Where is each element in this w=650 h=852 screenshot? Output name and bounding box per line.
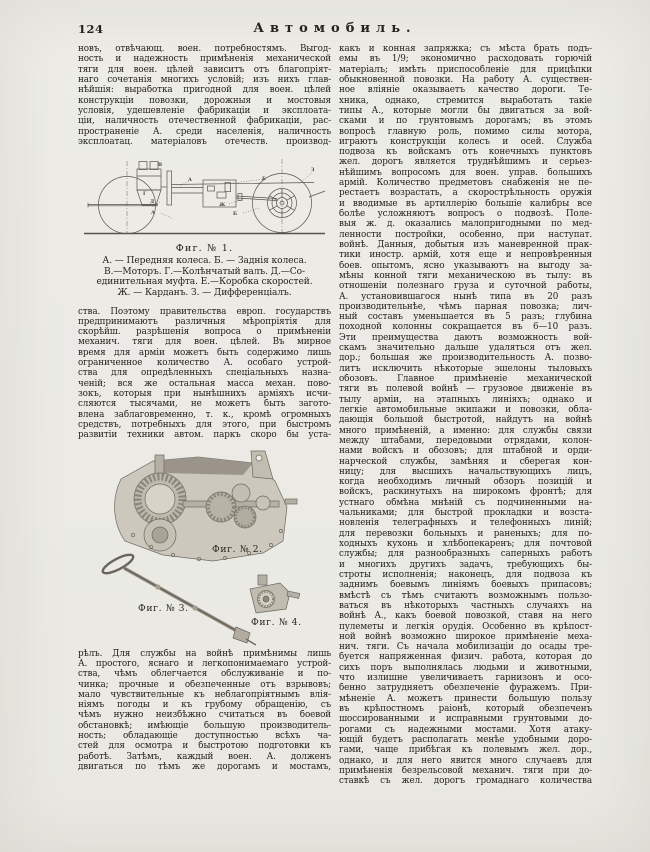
text-line: чѣмъ нужно неизбѣжно считаться въ боевой [78, 710, 331, 721]
text-line: ства. Поэтому правительства европ. государствъ [78, 306, 331, 317]
text-line: въ крѣпостномъ раіонѣ, который обезпеченъ [339, 704, 592, 714]
text-line: зокъ, которыя при нынѣшнихъ арміяхъ исчи- [78, 389, 331, 399]
text-line: ніямъ погоды и къ грубому обращенію, съ [78, 700, 331, 711]
text-line: хника, однако, стремится выработать такіе [339, 95, 592, 106]
text-line: и многихъ другихъ задачъ, требующихъ бы- [339, 559, 592, 570]
text-line: боев. опытомъ, ясно указываютъ на выгоду за- [339, 260, 592, 271]
text-line: мѣны конной тяги механическою въ тылу: въ [339, 270, 592, 281]
page-number: 124 [78, 22, 104, 36]
text-line: ницу; для высшихъ начальствующихъ лицъ, [339, 466, 592, 477]
text-line: емы въ 1/9; экономично расходовать горючій [339, 54, 592, 65]
text-line: ходныхъ кухонь и хлѣбопекаренъ; для почтовой [339, 539, 592, 549]
text-line: чальниками; для быстрой прокладки и возста- [339, 508, 592, 519]
text-line: предпринимаютъ различныя мѣропріятія для [78, 316, 331, 327]
text-line: эксплоатац. матеріаловъ отечеств. производ- [78, 136, 331, 147]
text-line: новъ, отвѣчающ. воен. потребностямъ. Выгод- [78, 44, 331, 54]
text-line: армій. Количество предметовъ снабженія не пе- [339, 178, 592, 189]
text-line: нарческой службы, замѣняя и сберегая кон- [339, 456, 592, 467]
text-line: матеріалъ; имѣть приспособленіе для прицѣпки [339, 64, 592, 75]
text-line: походной колонны сокращается въ 6—10 разъ. [339, 322, 592, 333]
text-line: влена заблаговременно, т. к., кромѣ огромныхъ [78, 409, 331, 420]
text-line: ной войнѣ возможно широкое примѣненіе меха- [339, 631, 592, 642]
legend-line: А. — Передняя колеса. Б. — Заднія колеса. [102, 256, 307, 267]
text-line: рестаетъ возрастать, а скорострѣльность оружія [339, 188, 592, 199]
text-line: шоссированными и исправными грунтовыми до- [339, 714, 592, 725]
paragraph-2 [78, 307, 331, 441]
figure-part-label: Е [262, 176, 266, 183]
text-line: выя ж. д. оказались малопригодными по мед- [339, 219, 592, 230]
legend-line: единительная муфта. Е.—Коробка скоростей. [96, 277, 313, 288]
text-line: нѣйшія: выработка пригодной для воен. цѣлей [78, 85, 331, 96]
text-line: примѣненія безрельсовой механич. тяги при до- [339, 765, 592, 776]
text-line: тылу арміи, на этапныхъ линіяхъ; однако и [339, 394, 592, 405]
text-line: ограниченное количество А. особаго устрой- [78, 358, 331, 369]
text-line: стей для осмотра и быстротою подготовки къ [78, 741, 331, 752]
text-line: средствъ, потребныхъ для этого, при быстромъ [78, 419, 331, 430]
text-line: скамъ значительно дальше удаляться отъ жел. [339, 343, 592, 354]
text-line: ность и надежность примѣненія механической [78, 54, 331, 65]
text-line: условія, удешевленіе фабрикаціи и эксплоата- [78, 105, 331, 116]
text-line: строты исполненія; наконецъ, для подвоза къ [339, 569, 592, 580]
text-line: ченій; вся же остальная масса механ. пово- [78, 378, 331, 389]
figure-part-label: Б [233, 211, 238, 218]
text-line: ное вліяніе оказываетъ качество дороги. Те- [339, 85, 592, 96]
figure-part-label: А [151, 210, 155, 217]
text-line: дор.; большая же производительность А. позво- [339, 353, 592, 364]
text-line: ваться въ нѣкоторыхъ частныхъ случаяхъ на [339, 600, 592, 611]
column-right [339, 44, 592, 787]
text-line: сками и по грунтовымъ дорогамъ; въ этомъ [339, 116, 592, 127]
figure-part-label: Д [150, 199, 155, 206]
text-line: службы; для разнообразныхъ саперныхъ работъ [339, 549, 592, 560]
text-line: ленности постройки, особенно, при наступат. [339, 229, 592, 240]
text-line: для перевозки больныхъ и раненыхъ; для по- [339, 528, 592, 539]
text-line: между штабами, передовыми отрядами, колон- [339, 435, 592, 446]
text-line: обозовъ. Главное примѣненіе механической [339, 374, 592, 384]
text-line: болѣе усложняютъ вопросъ о подвозѣ. Поле- [339, 209, 592, 219]
text-line: Эти преимущества даютъ возможность вой- [339, 332, 592, 343]
figure-part-label: В [158, 162, 163, 169]
text-line: механич. тяги для воен. цѣлей. Въ мирное [78, 337, 331, 348]
text-line: войскъ, раскинутыхъ на широкомъ фронтѣ; для [339, 487, 592, 498]
text-line: обстановкѣ; имѣющіе большую производитель- [78, 720, 331, 731]
text-line: типы А., которые могли бы двигаться за вой- [339, 105, 592, 116]
figure-4-caption: Фиг. № 4. [251, 616, 302, 628]
text-line: играютъ конструкціи колесъ и осей. Служба [339, 136, 592, 147]
text-line: ющій будетъ располагать менѣе удобными доро- [339, 734, 592, 745]
text-line: работѣ. Затѣмъ, каждый воен. А. долженъ [78, 751, 331, 762]
text-line: А. простого, яснаго и легкопонимаемаго устрой- [78, 658, 331, 669]
text-line: мало чувствительные къ неблагопріятнымъ влія- [78, 689, 331, 700]
text-line: ства для опредѣленныхъ спеціальныхъ назна- [78, 368, 331, 379]
paragraph-1 [78, 44, 331, 147]
figure-1-legend [78, 256, 331, 298]
figure-1-caption: Фиг. № 1. [175, 243, 234, 255]
text-line: ность; обладающіе доступностью всѣхъ ча- [78, 731, 331, 742]
text-line: мѣненіе А. можетъ принести большую пользу [339, 693, 592, 704]
text-line: развитіи техники автом. паркъ скоро бы уста- [78, 430, 331, 441]
text-line: и вводимые въ артиллерію большіе калибры все [339, 198, 592, 209]
text-line: что излишне увеличиваетъ гарнизонъ и осо- [339, 673, 592, 684]
text-line: чинка; прочные и обезпеченные отъ взрывовъ; [78, 679, 331, 690]
text-line: легкіе автомобильные экипажи и повозки, обла- [339, 404, 592, 415]
column-left [78, 44, 331, 772]
figure-part-label: А [188, 177, 192, 184]
text-line: пространеніе А. среди населенія, наличность [78, 126, 331, 137]
text-line: какъ и конная запряжка; съ мѣста брать подъ- [339, 44, 592, 54]
text-line: нѣйшимъ вопросомъ для воен. управ. большихъ [339, 167, 592, 178]
text-line: время для арміи можетъ быть содержимо лишь [78, 347, 331, 358]
text-line: А. установившагося нынѣ типа въ 20 разъ [339, 291, 592, 302]
text-line: ціи, наличность отечественной фабрикаціи, рас- [78, 116, 331, 127]
figure-3-caption: Фиг. № 3. [138, 602, 189, 614]
text-line: сляются тысячами, не можетъ быть загото- [78, 399, 331, 410]
text-line: войнѣ А., какъ боевой повозкой, ставя на него [339, 611, 592, 622]
text-line: устнаго обмѣна мнѣній съ подчиненными на- [339, 497, 592, 508]
figure-part-label: Г [143, 191, 147, 198]
page-header [78, 21, 592, 37]
text-line: ставкѣ съ жел. дорогъ громаднаго количества [339, 776, 592, 787]
text-line: много примѣненій, а именно: для службы связи [339, 425, 592, 436]
text-line: нами войскъ и обозовъ; для штабной и орди- [339, 446, 592, 457]
text-line: нич. тяги. Съ начала мобилизаціи до осады тре- [339, 642, 592, 653]
running-title: Автомобиль. [253, 21, 417, 36]
text-line: пулеметы и легкія орудія. Особенно въ крѣпост- [339, 621, 592, 632]
text-line: подвоза къ войскамъ отъ конечныхъ пунктовъ [339, 147, 592, 158]
text-line: ный составъ уменьшается въ 5 разъ; глубина [339, 312, 592, 323]
text-line: ства, чѣмъ облегчается обслуживаніе и по- [78, 669, 331, 680]
figure-2-caption: Фиг. № 2. [212, 543, 263, 555]
text-line: когда необходимъ личный обзоръ позицій и [339, 477, 592, 488]
text-line: наго сочетанія многихъ условій; изъ нихъ глав- [78, 74, 331, 85]
legend-line: Ж. — Карданъ. З. — Дифференціалъ. [117, 287, 292, 298]
text-line: конструкціи повозки, дорожныя и мостовыя [78, 95, 331, 106]
figure-3-steering-column [101, 551, 256, 645]
figure-part-label: З [311, 167, 315, 174]
text-line: тики иностр. армій, хотя еще и непровѣренныя [339, 250, 592, 261]
figures-2-3-4 [78, 447, 331, 649]
text-line: однако, и для него явится много случаевъ для [339, 755, 592, 766]
text-line: гами, чаще прибѣгая къ полевымъ жел. дор., [339, 745, 592, 756]
text-line: сихъ поръ выполнялась людьми и животными, [339, 662, 592, 673]
paragraph-3 [78, 649, 331, 773]
text-line: жел. дорогъ является труднѣйшимъ и серьез- [339, 157, 592, 168]
text-line: дающія большой быстротой, найдутъ на войнѣ [339, 415, 592, 426]
text-line: скорѣйш. разрѣшенія вопроса о примѣненіи [78, 327, 331, 338]
text-line: бенно затрудняетъ обезпеченіе фуражемъ. При- [339, 683, 592, 694]
text-line: рѣлъ. Для службы на войнѣ примѣнимы лишь [78, 648, 331, 659]
text-line: буется напряженная физич. работа, которая до [339, 652, 592, 663]
text-line: рогами съ надежными мостами. Хотя атаку- [339, 724, 592, 735]
legend-line: В.—Моторъ. Г.—Колѣнчатый валъ. Д.—Со- [104, 266, 305, 277]
text-line: новленія телеграфныхъ и телефонныхъ линій; [339, 518, 592, 529]
text-line: отношеніи полезнаго груза и суточной работы, [339, 281, 592, 292]
figure-part-label: Ж [219, 202, 226, 209]
paragraph-right [339, 44, 592, 787]
text-line: производительнѣе, чѣмъ парная повозка; лич- [339, 301, 592, 312]
text-line: двигаться по тѣмъ же дорогамъ и мостамъ, [78, 762, 331, 772]
text-line: войнѣ. Данныя, добытыя изъ маневренной прак- [339, 239, 592, 250]
text-line: литъ исключить нѣкоторые эшелоны тыловыхъ [339, 363, 592, 374]
figure-1-chassis-drawing [83, 156, 326, 240]
text-line: тяги въ полевой войнѣ — грузовое движеніе въ [339, 384, 592, 395]
text-line: тяги для воен. цѣлей зависитъ отъ благопріят- [78, 64, 331, 75]
text-line: обыкновенной повозки. На работу А. существен- [339, 74, 592, 85]
figure-1 [78, 156, 331, 298]
text-line: вопросѣ главную роль, помимо силы мотора, [339, 126, 592, 137]
text-line: заднимъ боевымъ линіямъ боевыхъ припасовъ; [339, 580, 592, 591]
text-line: вмѣстѣ съ тѣмъ считаютъ возможнымъ пользо- [339, 590, 592, 601]
